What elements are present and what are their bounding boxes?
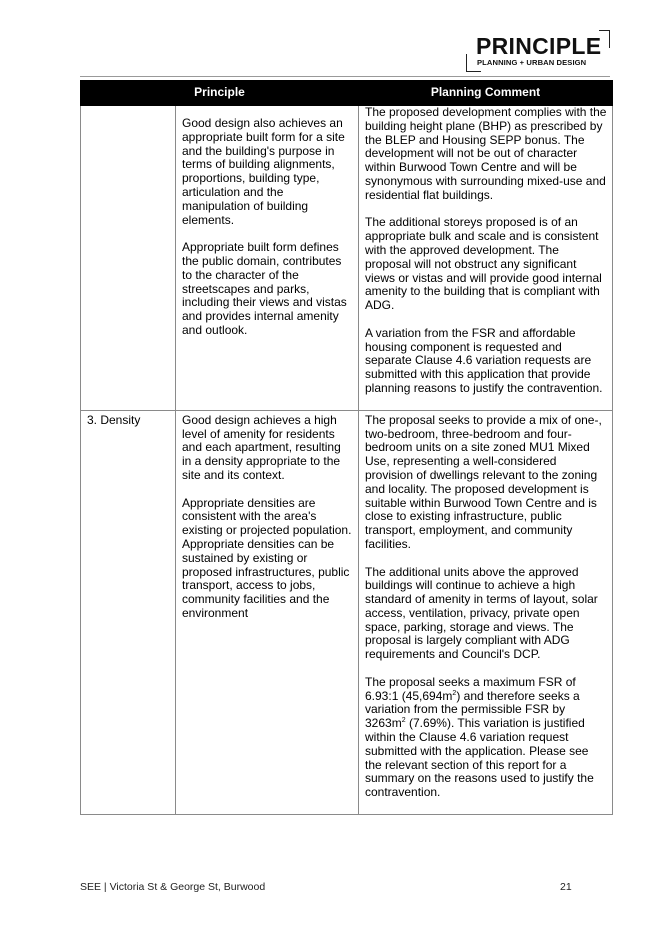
principle-cell: [176, 410, 359, 814]
comment-paragraph-fsr: [365, 676, 607, 800]
comment-cell: [359, 106, 613, 411]
principle-paragraph: Appropriate built form defines the public domain, contributes to the character of the streetscapes and parks, including their views and vistas and provides internal amenity and outlook.: [182, 240, 347, 337]
principle-paragraph: Appropriate densities are consistent with the area's existing or projected population. Appropriate densities can be sustained by existing or proposed infrastructures, public transport, access to jobs, community facilities and the environment: [182, 495, 352, 620]
header-principle: Principle: [81, 81, 359, 106]
superscript: 2: [452, 689, 457, 697]
fsr-text-part: ) and therefore seeks a variation from the permissible FSR by 3263m: [365, 688, 580, 731]
logo-wordmark: PRINCIPLE: [476, 33, 602, 59]
fsr-text-part: (7.69%). This variation is justified within the Clause 4.6 variation request submitted with the application. Please see the relevant section of this report for a summary on the reasons used to justify the contravention.: [365, 716, 594, 800]
comment-paragraph: The additional units above the approved buildings will continue to achieve a high standard of amenity in terms of layout, solar access, ventilation, privacy, private open space, parking, storage and views. The proposal is largely compliant with ADG requirements and Council's DCP.: [365, 564, 598, 662]
row-label: 3. Density: [81, 410, 176, 814]
design-principles-table: [80, 80, 613, 815]
comment-paragraph: The proposed development complies with the building height plane (BHP) as prescribed by the BLEP and Housing SEPP bonus. The development will not be out of character within Burwood Town Centre and will be synonymous with surrounding mixed-use and residential flat buildings.: [365, 105, 607, 202]
table-row: [81, 410, 613, 814]
footer-page-number: 21: [560, 881, 572, 893]
table-row: [81, 106, 613, 411]
comment-paragraph: The additional storeys proposed is of an appropriate bulk and scale and is consistent with the approved development. The proposal will not obstruct any significant views or vistas and will provide good internal amenity to the building that is compliant with ADG.: [365, 215, 602, 313]
principle-paragraph: Good design also achieves an appropriate built form for a site and the building's purpose in terms of building alignments, proportions, building type, articulation and the manipulation of building elements.: [182, 116, 345, 227]
comment-paragraph: The proposal seeks to provide a mix of one-, two-bedroom, three-bedroom and four-bedroom units on a site zoned MU1 Mixed Use, representing a well-considered provision of dwellings relevant to the zoning and locality. The proposed development is suitable within Burwood Town Centre and is close to existing infrastructure, public transport, employment, and community facilities.: [365, 412, 602, 551]
header-divider: [80, 76, 610, 77]
logo-tagline: PLANNING + URBAN DESIGN: [477, 58, 587, 67]
header-planning-comment: Planning Comment: [359, 81, 613, 106]
comment-cell: [359, 410, 613, 814]
fsr-text-part: The proposal seeks a maximum FSR of 6.93:1 (45,694m: [365, 674, 576, 703]
principle-logo: [466, 30, 616, 74]
row-label: [81, 106, 176, 411]
comment-paragraph: A variation from the FSR and affordable housing component is requested and separate Clause 4.6 variation requests are submitted with this application that provide planning reasons to justify the contravention.: [365, 325, 603, 395]
footer-document-title: SEE | Victoria St & George St, Burwood: [80, 881, 266, 893]
principle-cell: [176, 106, 359, 411]
superscript: 2: [401, 717, 406, 725]
principle-paragraph: Good design achieves a high level of amenity for residents and each apartment, resulting in a density appropriate to the site and its context.: [182, 412, 341, 482]
table-header-row: [81, 81, 613, 106]
